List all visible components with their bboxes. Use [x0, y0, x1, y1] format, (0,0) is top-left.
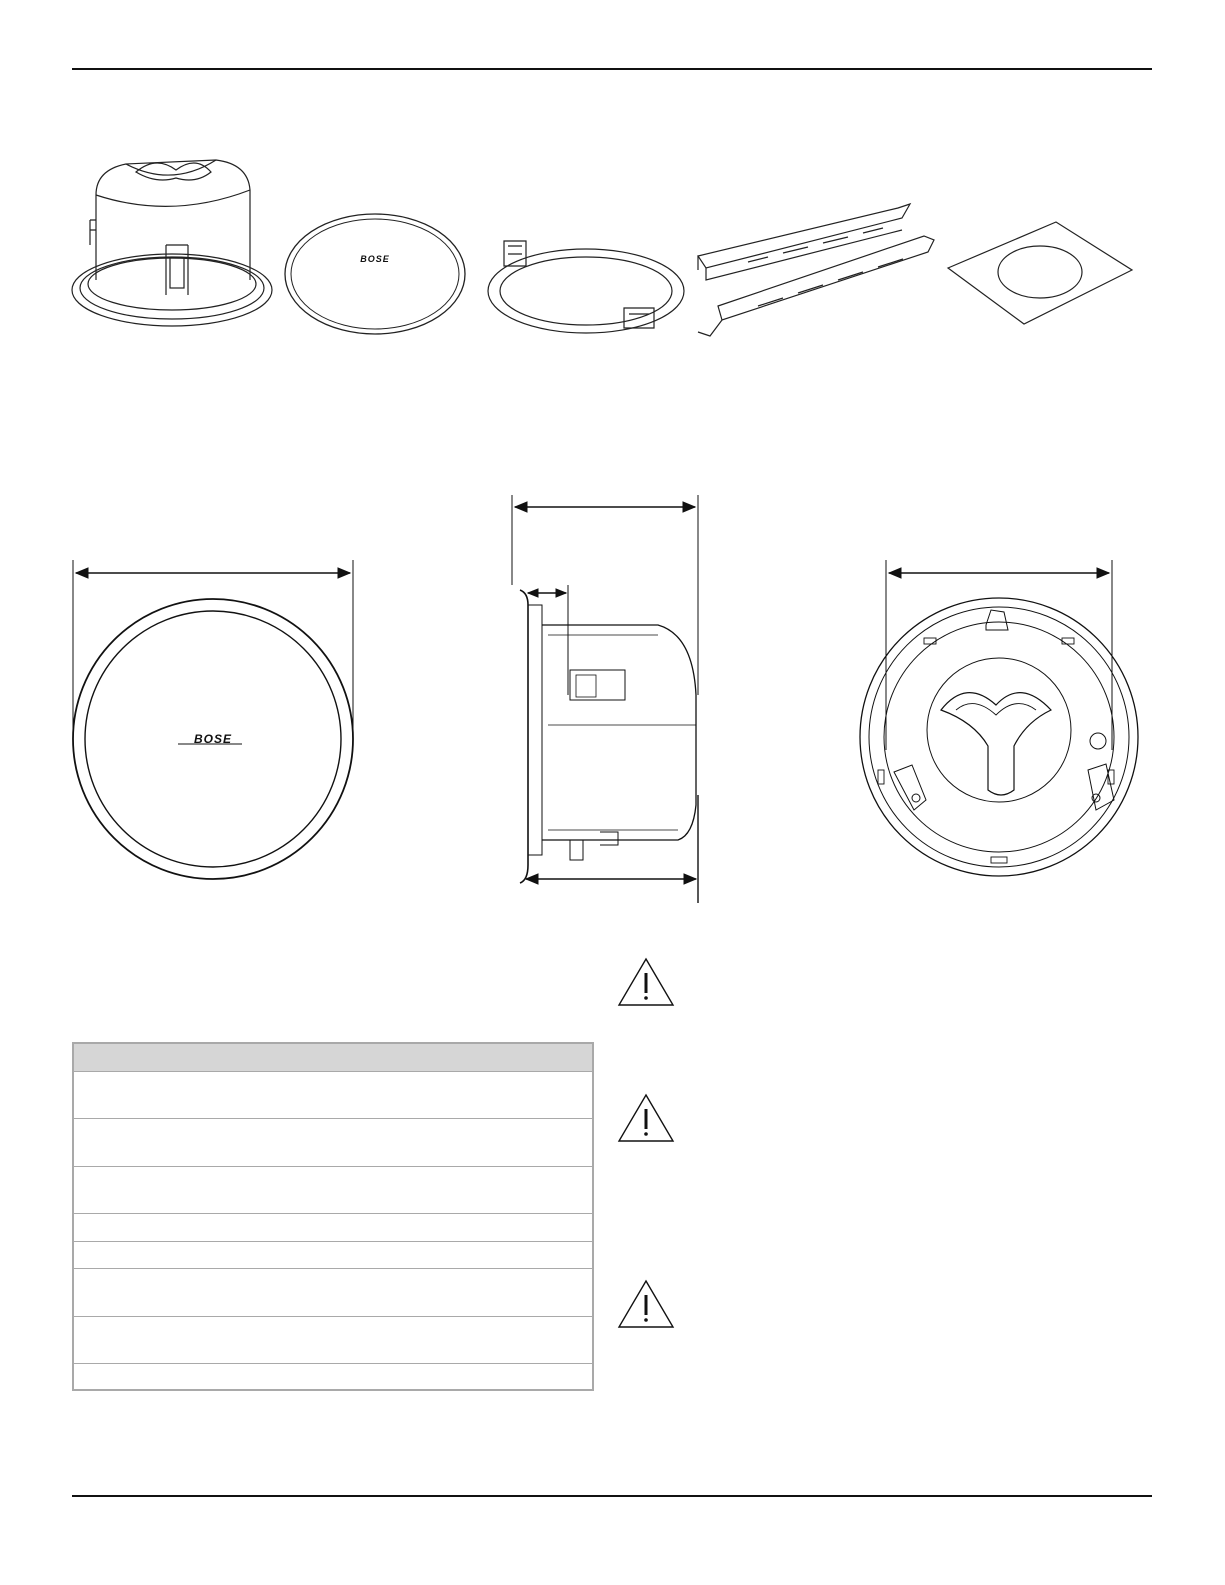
table-row — [74, 1316, 592, 1363]
table-row — [74, 1071, 592, 1118]
front-view-brand-logo: BOSE — [193, 732, 233, 746]
warning-triangle-icon — [617, 1279, 675, 1329]
mounting-ring-illustration — [484, 236, 688, 336]
table-cell — [74, 1213, 592, 1241]
table-cell — [74, 1118, 592, 1166]
front-view-dimension-drawing — [66, 560, 362, 886]
table-cell — [74, 1316, 592, 1363]
table-cell — [74, 1071, 592, 1118]
table-cell — [74, 1268, 592, 1316]
speaker-body-illustration — [66, 150, 278, 340]
table-row — [74, 1241, 592, 1268]
side-view-dimension-drawing — [508, 495, 704, 905]
table-cell — [74, 1241, 592, 1268]
grille-brand-logo: BOSE — [360, 254, 390, 264]
specifications-table — [72, 1042, 594, 1391]
table-row — [74, 1118, 592, 1166]
table-row — [74, 1166, 592, 1213]
table-row — [74, 1268, 592, 1316]
table-cell — [74, 1166, 592, 1213]
table-row — [74, 1213, 592, 1241]
warning-triangle-icon — [617, 1093, 675, 1143]
footer-rule — [72, 1495, 1152, 1497]
table-header-row — [74, 1044, 592, 1071]
header-rule — [72, 68, 1152, 70]
rear-view-dimension-drawing — [856, 560, 1146, 890]
table-row — [74, 1363, 592, 1389]
grille-illustration — [282, 212, 468, 336]
table-cell — [74, 1363, 592, 1389]
warning-triangle-icon — [617, 957, 675, 1007]
table-header-cell — [74, 1044, 592, 1071]
cutout-template-illustration — [946, 218, 1136, 330]
support-brackets-illustration — [688, 196, 936, 346]
